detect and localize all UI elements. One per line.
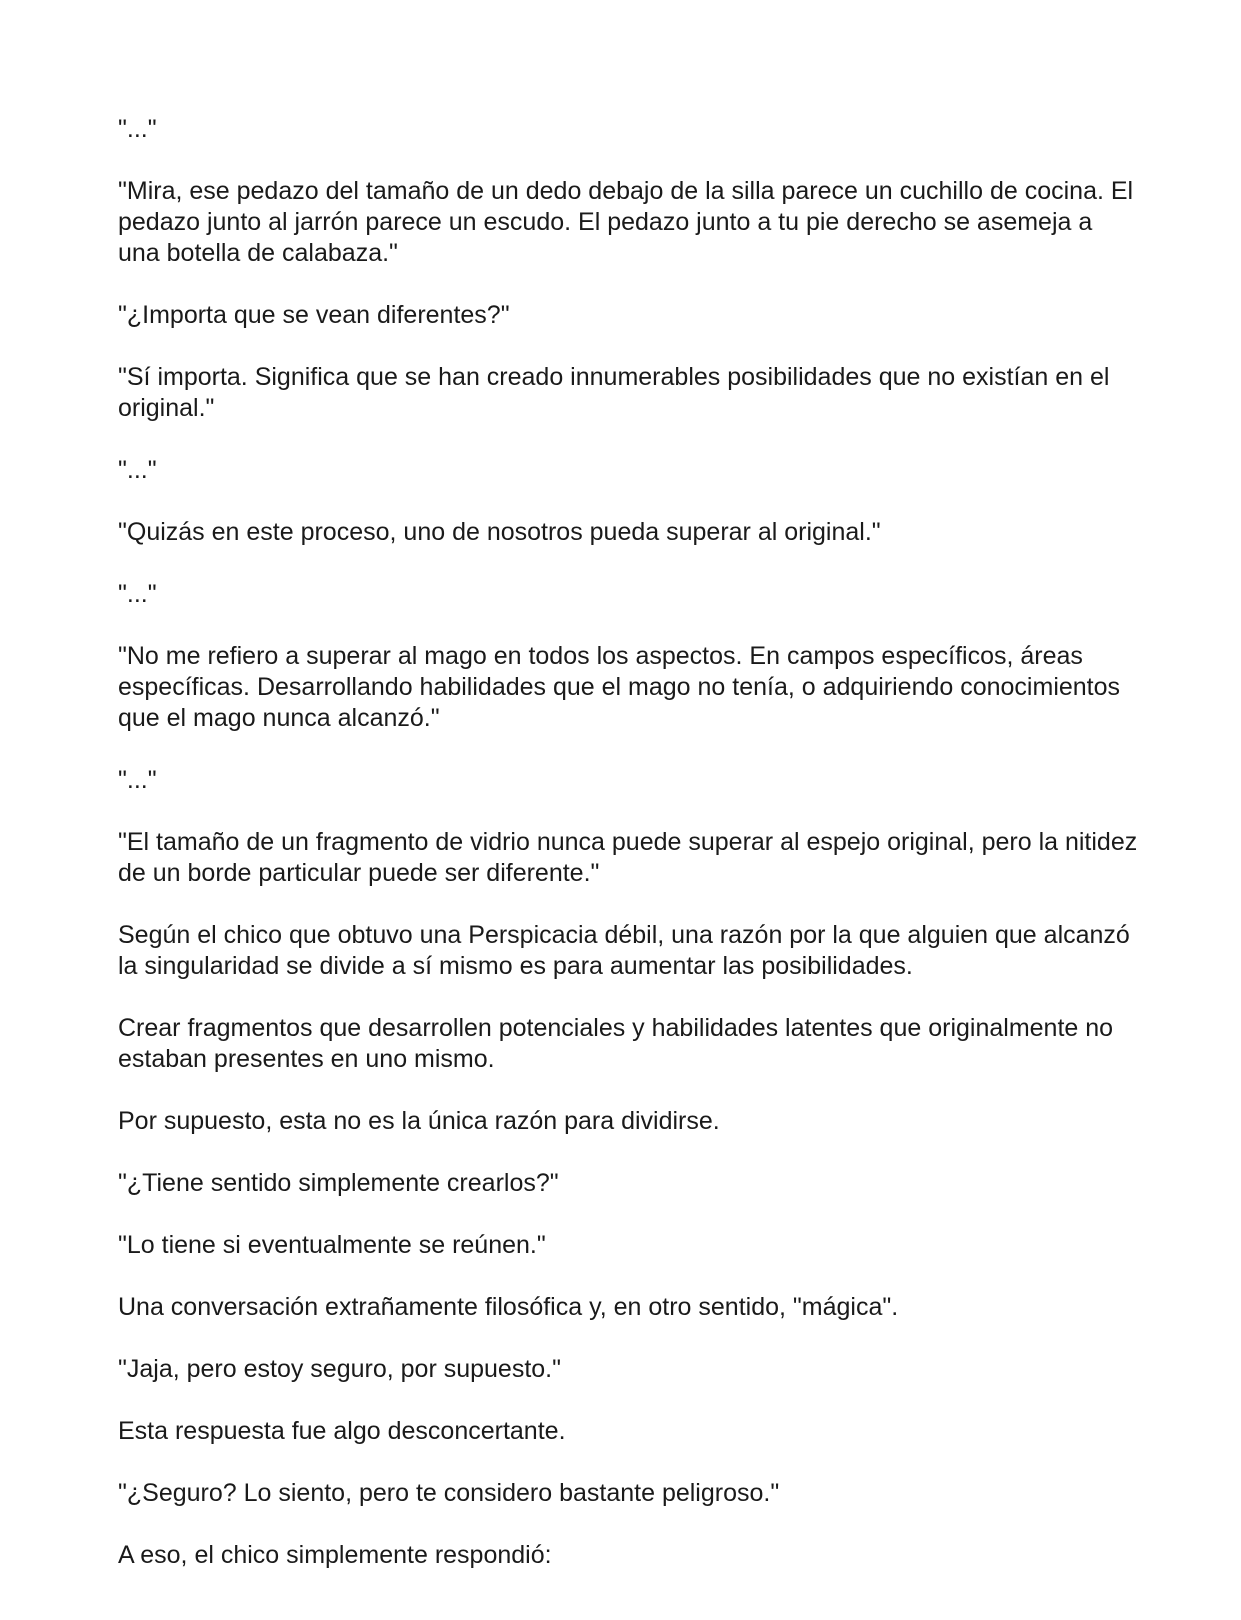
paragraph: "Mira, ese pedazo del tamaño de un dedo debajo de la silla parece un cuchillo de cocina. El pedazo junto al jarrón parece un escudo. El pedazo junto a tu pie derecho se asemeja a una botella de calabaza." <box>118 177 1134 267</box>
paragraph: "..." <box>118 115 157 143</box>
paragraph: "..." <box>118 580 157 608</box>
paragraph: "El tamaño de un fragmento de vidrio nunca puede superar al espejo original, pero la nitidez de un borde particular puede ser diferente." <box>118 828 1138 887</box>
paragraph: Crear fragmentos que desarrollen potenciales y habilidades latentes que originalmente no estaban presentes en uno mismo. <box>118 1014 1114 1073</box>
paragraph: "¿Seguro? Lo siento, pero te considero bastante peligroso." <box>118 1479 780 1507</box>
paragraph: "Sí importa. Significa que se han creado innumerables posibilidades que no existían en el original." <box>118 363 1110 422</box>
paragraph: Esta respuesta fue algo desconcertante. <box>118 1417 566 1445</box>
paragraph: "Lo tiene si eventualmente se reúnen." <box>118 1231 546 1259</box>
paragraph: "Quizás en este proceso, uno de nosotros pueda superar al original." <box>118 518 881 546</box>
paragraph: "¿Importa que se vean diferentes?" <box>118 301 510 329</box>
paragraph: Por supuesto, esta no es la única razón para dividirse. <box>118 1107 720 1135</box>
paragraph: A eso, el chico simplemente respondió: <box>118 1541 552 1569</box>
document-body <box>118 114 1138 1602</box>
paragraph: "..." <box>118 766 157 794</box>
paragraph: "No me refiero a superar al mago en todos los aspectos. En campos específicos, áreas específicas. Desarrollando habilidades que el mago no tenía, o adquiriendo conocimientos que el mago nunca alcanzó." <box>118 642 1121 732</box>
paragraph: Una conversación extrañamente filosófica y, en otro sentido, "mágica". <box>118 1293 899 1321</box>
paragraph: "¿Tiene sentido simplemente crearlos?" <box>118 1169 559 1197</box>
paragraph: "..." <box>118 456 157 484</box>
paragraph: Según el chico que obtuvo una Perspicacia débil, una razón por la que alguien que alcanzó la singularidad se divide a sí mismo es para aumentar las posibilidades. <box>118 921 1130 980</box>
paragraph: "Jaja, pero estoy seguro, por supuesto." <box>118 1355 562 1383</box>
